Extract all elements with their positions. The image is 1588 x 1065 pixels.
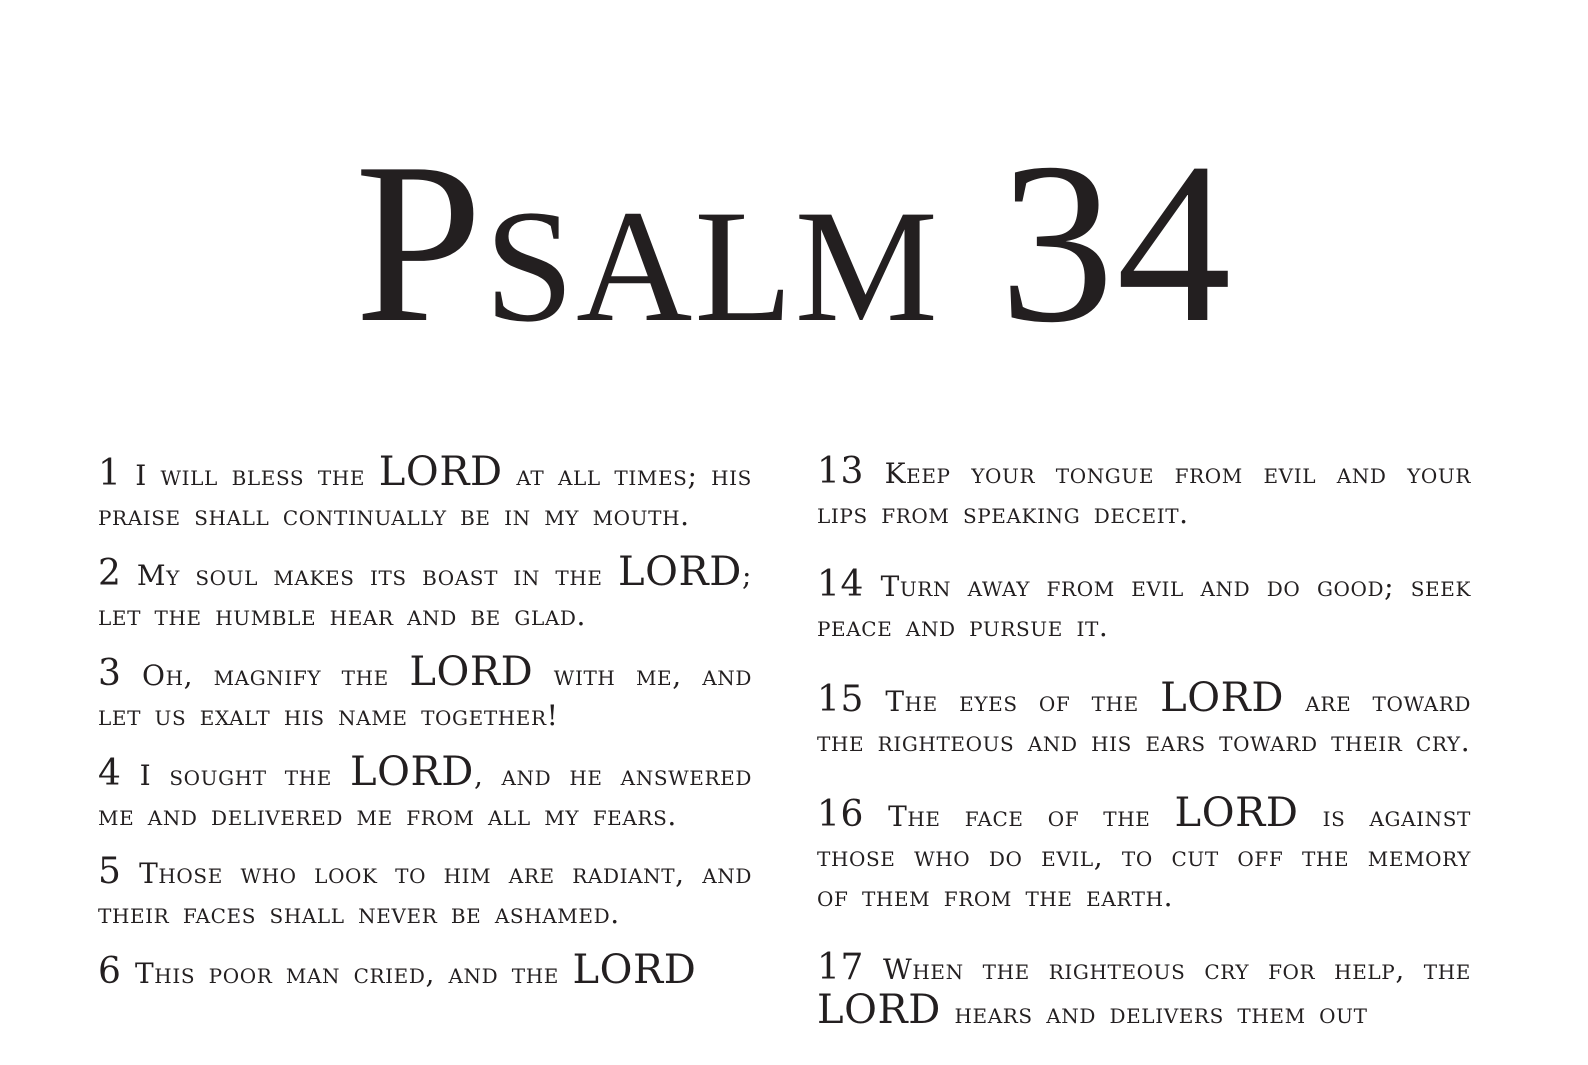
- verse-text: I sought the: [139, 759, 350, 792]
- verse-number: 5: [98, 851, 122, 892]
- verse-text: Those who look to him are radiant, and their faces shall never be ashamed.: [98, 857, 752, 930]
- verse-number: 16: [817, 794, 865, 835]
- verse-text: Turn away from evil and do good; seek peace and pursue it.: [817, 570, 1471, 643]
- divine-name: LORD: [572, 947, 697, 993]
- verse-number: 15: [817, 679, 865, 720]
- divine-name: LORD: [409, 649, 534, 695]
- verse-text: The face of the: [888, 800, 1175, 833]
- verse-text: ; let the humble hear and be glad.: [98, 559, 752, 632]
- verse-number: 17: [817, 947, 865, 988]
- verse-text: hears and delivers them out: [940, 997, 1368, 1030]
- verse-number: 2: [98, 553, 122, 594]
- page-title: Psalm 34: [354, 115, 1234, 370]
- verse-text: is against those who do evil, to cut off the memory of them from the earth.: [817, 800, 1471, 913]
- verse-3: [98, 649, 752, 736]
- verse-14: [817, 565, 1471, 647]
- verse-number: 3: [98, 653, 122, 694]
- divine-name: LORD: [1160, 675, 1285, 721]
- verses-right-column: [817, 452, 1471, 1065]
- verse-text: at all times; his praise shall continually be in my mouth.: [98, 459, 752, 532]
- verse-17: [817, 948, 1471, 1034]
- verse-text: When the righteous cry for help, the: [882, 953, 1471, 986]
- verse-text: The eyes of the: [885, 685, 1161, 718]
- verses-left-column: [98, 449, 752, 1010]
- verse-1: [98, 449, 752, 536]
- verse-text: My soul makes its boast in the: [136, 559, 618, 592]
- verse-2: [98, 549, 752, 636]
- verse-5: [98, 852, 752, 934]
- verse-16: [817, 790, 1471, 917]
- divine-name: LORD: [817, 987, 941, 1033]
- divine-name: LORD: [349, 749, 474, 795]
- divine-name: LORD: [1174, 790, 1299, 836]
- verse-number: 4: [98, 753, 122, 794]
- verse-15: [817, 675, 1471, 762]
- verse-number: 1: [98, 453, 122, 494]
- divine-name: LORD: [617, 549, 742, 595]
- verse-text: , and he answered me and delivered me from all my fears.: [98, 759, 752, 832]
- divine-name: LORD: [378, 449, 503, 495]
- verse-text: I will bless the: [135, 459, 379, 492]
- verse-text: This poor man cried, and the: [135, 957, 573, 990]
- verse-text: with me, and let us exalt his name together!: [98, 659, 752, 732]
- verse-4: [98, 749, 752, 836]
- verse-6: [98, 947, 752, 994]
- verse-text: are toward the righteous and his ears toward their cry.: [817, 685, 1471, 758]
- verse-number: 6: [98, 951, 122, 992]
- verse-number: 14: [817, 564, 865, 605]
- verse-text: Oh, magnify the: [142, 659, 410, 692]
- verse-number: 13: [817, 451, 865, 492]
- verse-13: [817, 452, 1471, 534]
- verse-text: Keep your tongue from evil and your lips from speaking deceit.: [817, 457, 1471, 530]
